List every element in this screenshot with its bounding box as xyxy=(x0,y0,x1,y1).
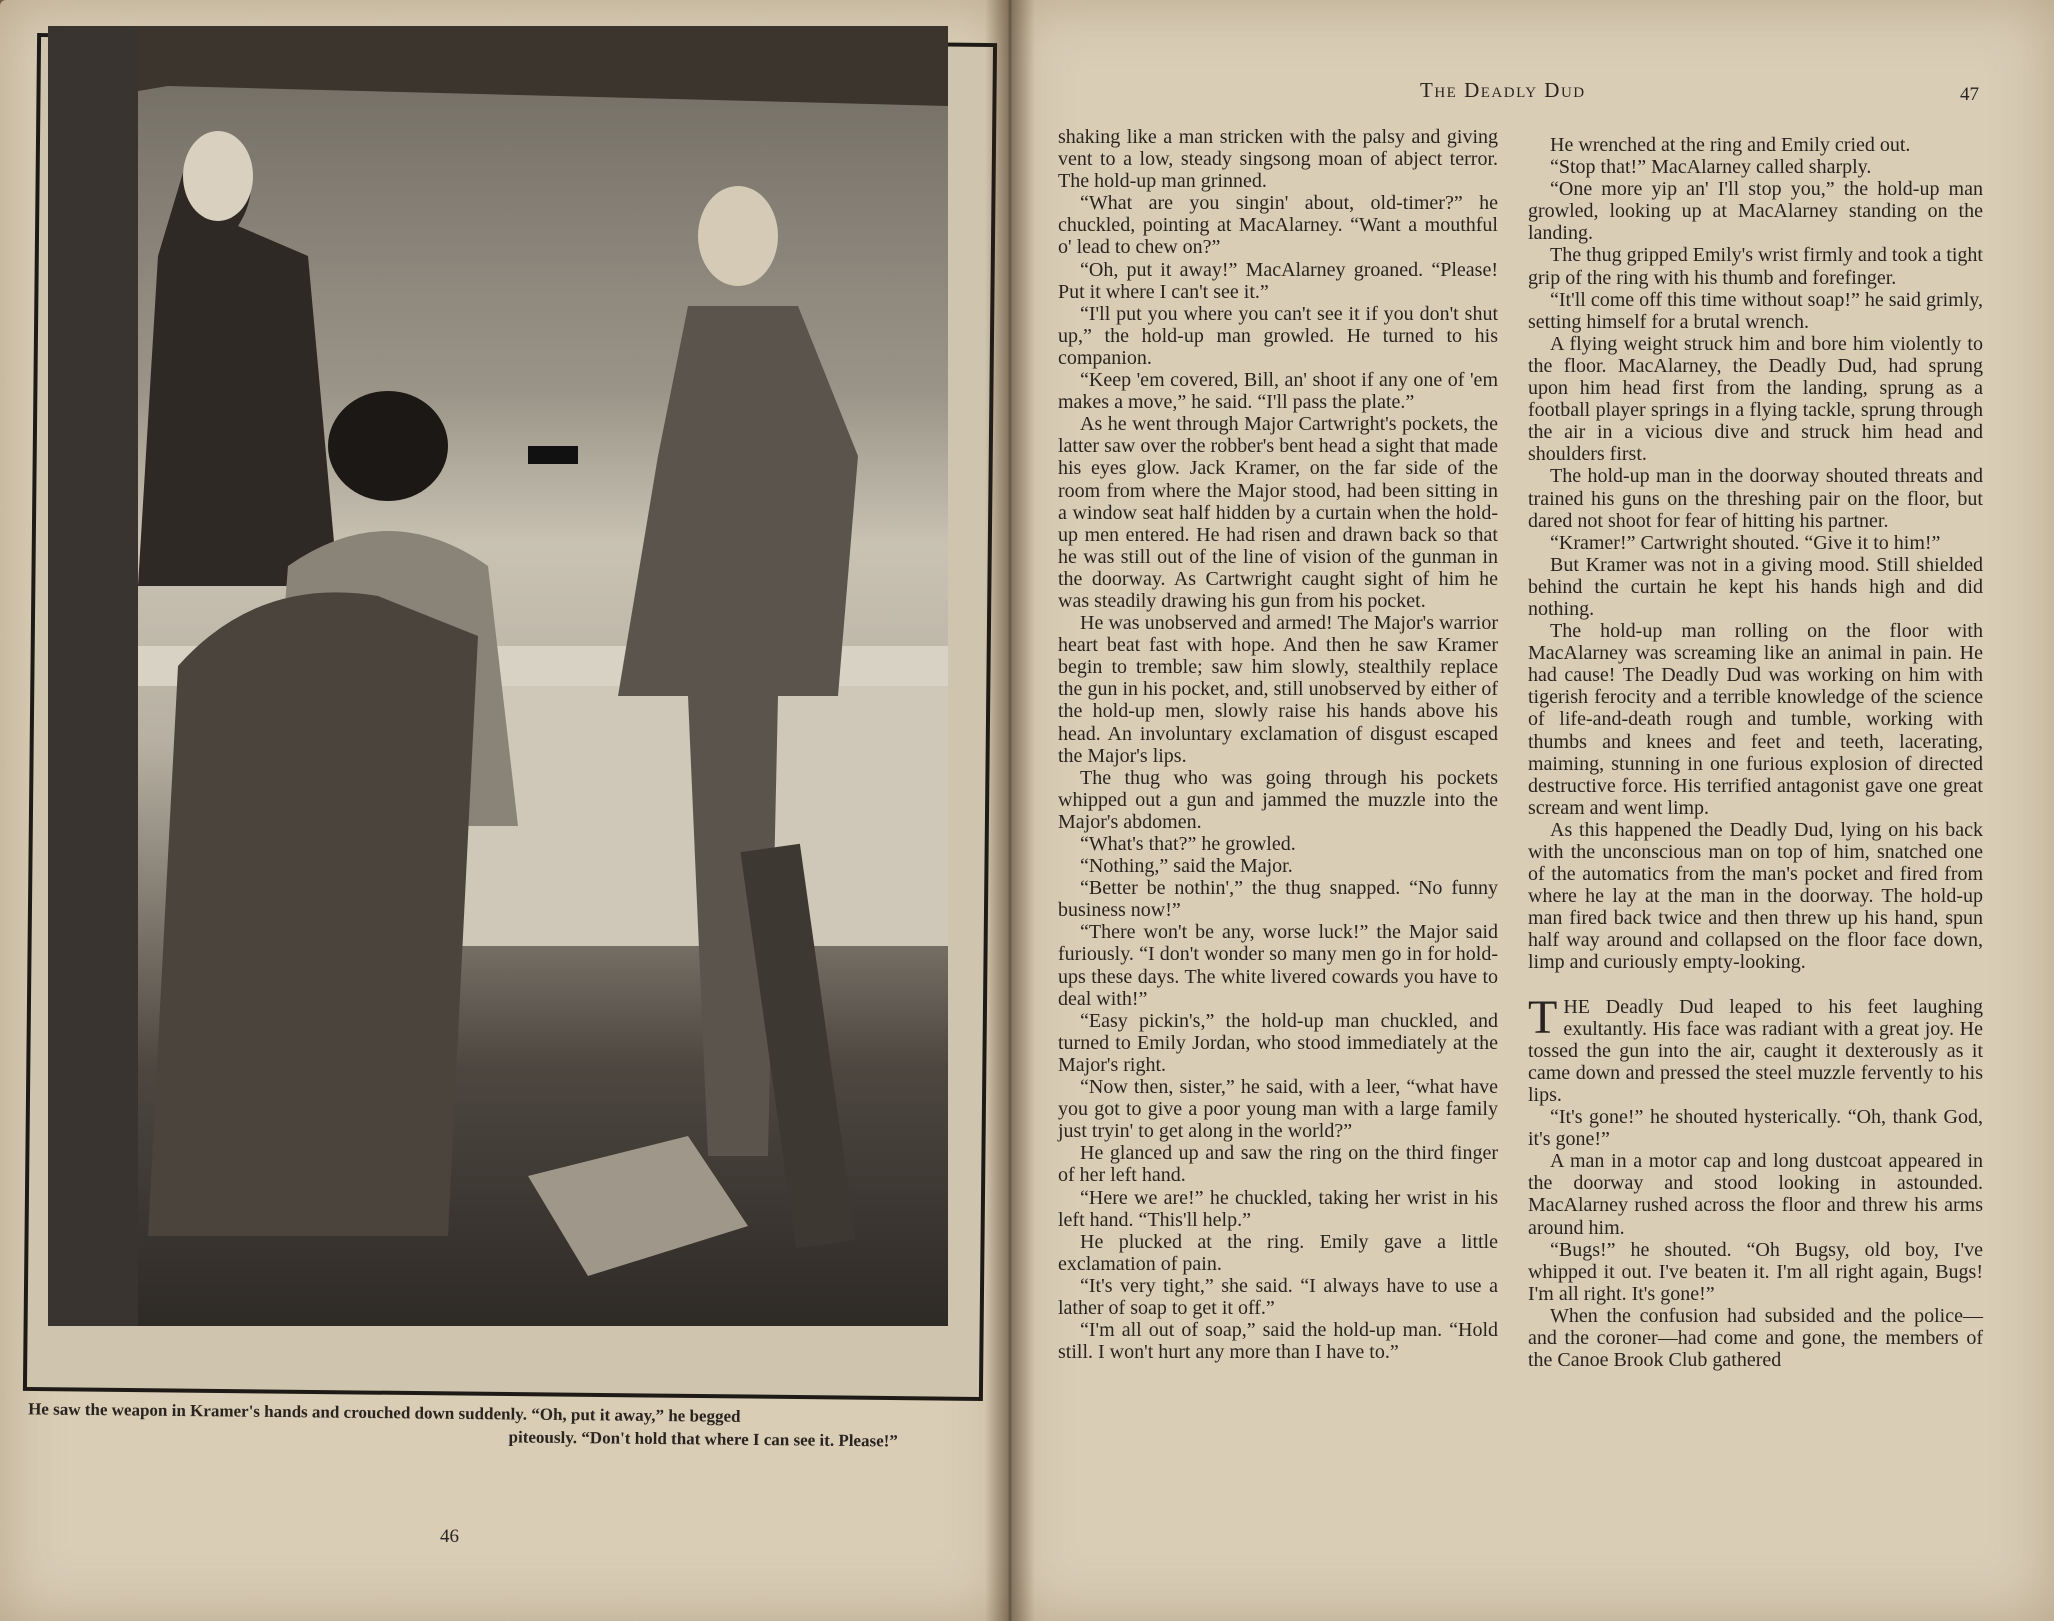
paragraph: “Bugs!” he shouted. “Oh Bugsy, old boy, I've whipped it out. I've beaten it. I'm all right again, Bugs! I'm all right. It's gone!” xyxy=(1528,1238,1983,1305)
paragraph: But Kramer was not in a giving mood. Still shielded behind the curtain he kept his hands high and did nothing. xyxy=(1528,553,1983,620)
paragraph: He was unobserved and armed! The Major's warrior heart beat fast with hope. And then he saw Kramer begin to tremble; saw him slowly, stealthily replace the gun in his pocket, and, still unobserved by either of the hold-up men, slowly raise his hands above his head. An involuntary exclamation of disgust escaped the Major's lips. xyxy=(1058,612,1498,767)
paragraph: He plucked at the ring. Emily gave a little exclamation of pain. xyxy=(1058,1230,1498,1275)
paragraph: “I'm all out of soap,” said the hold-up man. “Hold still. I won't hurt any more than I have to.” xyxy=(1058,1319,1498,1364)
paragraph: The thug gripped Emily's wrist firmly and took a tight grip of the ring with his thumb and forefinger. xyxy=(1528,244,1983,289)
paragraph: “What are you singin' about, old-timer?” he chuckled, pointing at MacAlarney. “Want a mouthful o' lead to chew on?” xyxy=(1058,192,1498,259)
paragraph: “One more yip an' I'll stop you,” the hold-up man growled, looking up at MacAlarney standing on the landing. xyxy=(1528,178,1983,245)
gutter-shadow xyxy=(985,0,1035,1621)
paragraph: “Stop that!” MacAlarney called sharply. xyxy=(1550,156,1872,179)
paragraph: The thug who was going through his pockets whipped out a gun and jammed the muzzle into the Major's abdomen. xyxy=(1058,766,1498,833)
paragraph: “Now then, sister,” he said, with a leer, “what have you got to give a poor young man with a large family just tryin' to get along in the world?” xyxy=(1058,1076,1498,1143)
page-number-left: 46 xyxy=(440,1526,459,1547)
book-on-floor xyxy=(528,1136,748,1276)
paragraph: As this happened the Deadly Dud, lying on his back with the unconscious man on top of him, snatched one of the automatics from the man's pocket and fired from where he lay at the man in the doorway. The hold-up man fired back twice and then threw up his hand, spun half way around and collapsed on the floor face down, limp and curiously empty-looking. xyxy=(1528,818,1983,974)
paragraph: shaking like a man stricken with the palsy and giving vent to a low, steady singsong moan of abject terror. The hold-up man grinned. xyxy=(1058,126,1498,193)
paragraph: “There won't be any, worse luck!” the Major said furiously. “I don't wonder so many men go in for hold-ups these days. The white livered cowards you have to deal with!” xyxy=(1058,921,1498,1010)
paragraph: “Better be nothin',” the thug snapped. “No funny business now!” xyxy=(1058,877,1498,922)
paragraph: “Nothing,” said the Major. xyxy=(1080,855,1293,878)
pistol xyxy=(528,446,578,464)
paragraph: “I'll put you where you can't see it if you don't shut up,” the hold-up man growled. He turned to his companion. xyxy=(1058,302,1498,369)
paragraph: “It'll come off this time without soap!” he said grimly, setting himself for a brutal wrench. xyxy=(1528,288,1983,333)
paragraph: A flying weight struck him and bore him violently to the floor. MacAlarney, the Deadly Dud, had sprung upon him head first from the landing, sprung as a football player springs in a flying tackle, sprung through the air in a vicious dive and struck him head and shoulders first. xyxy=(1528,332,1983,466)
drop-cap-text: HE Deadly Dud leaped to his feet laughing exultantly. His face was radiant with a great joy. He tossed the gun into the air, caught it dexterously as it came down and pressed the steel muzzle fervently to his lips. xyxy=(1528,995,1983,1106)
paragraph: He glanced up and saw the ring on the third finger of her left hand. xyxy=(1058,1142,1498,1187)
paragraph: The hold-up man rolling on the floor with MacAlarney was screaming like an animal in pain. He had cause! The Deadly Dud was working on him with tigerish ferocity and a terrible knowledge of the science of life-and-death rough and tumble, working with thumbs and knees and feet and teeth, lacerating, maiming, stunning in one furious explosion of directed destructive force. His terrified antagonist gave one great scream and went limp. xyxy=(1528,620,1983,819)
face-gunman xyxy=(698,186,778,286)
running-head: The Deadly Dud xyxy=(1420,78,1586,102)
wicker-chair xyxy=(148,592,478,1236)
caption-line-2: piteously. “Don't hold that where I can see it. Please!” xyxy=(508,1427,898,1451)
paragraph: “It's gone!” he shouted hysterically. “Oh, thank God, it's gone!” xyxy=(1528,1106,1983,1151)
paragraph: “Keep 'em covered, Bill, an' shoot if any one of 'em makes a move,” he said. “I'll pass the plate.” xyxy=(1058,369,1498,414)
illustration xyxy=(48,26,948,1326)
illustration-drawing xyxy=(48,26,948,1326)
paragraph: “Easy pickin's,” the hold-up man chuckled, and turned to Emily Jordan, who stood immediately at the Major's right. xyxy=(1058,1009,1498,1076)
porch-column xyxy=(48,26,138,1326)
left-page xyxy=(0,0,1010,1621)
drop-cap: T xyxy=(1528,990,1558,1044)
caption-line-1: He saw the weapon in Kramer's hands and crouched down suddenly. “Oh, put it away,” he begged xyxy=(28,1399,741,1426)
face-left-man xyxy=(183,131,253,221)
page-number-right: 47 xyxy=(1960,84,1979,105)
paragraph: “Here we are!” he chuckled, taking her wrist in his left hand. “This'll help.” xyxy=(1058,1186,1498,1231)
awning xyxy=(48,26,948,106)
paragraph: As he went through Major Cartwright's pockets, the latter saw over the robber's bent head a sight that made his eyes glow. Jack Kramer, on the far side of the room from where the Major stood, had been sitting in a window seat half hidden by a curtain when the hold-up men entered. He had risen and drawn back so that he was still out of the line of vision of the gunman in the doorway. As Cartwright caught sight of him he was steadily drawing his gun from his pocket. xyxy=(1058,413,1498,612)
text-column-2 xyxy=(1528,134,1983,1371)
paragraph: A man in a motor cap and long dustcoat appeared in the doorway and stood looking in astounded. MacAlarney rushed across the floor and threw his arms around him. xyxy=(1528,1150,1983,1239)
paragraph: “Kramer!” Cartwright shouted. “Give it to him!” xyxy=(1550,531,1941,554)
paragraph: “It's very tight,” she said. “I always have to use a lather of soap to get it off.” xyxy=(1058,1274,1498,1319)
section-opening-paragraph xyxy=(1528,990,1983,1106)
paragraph: The hold-up man in the doorway shouted threats and trained his guns on the threshing pair on the floor, but dared not shoot for fear of hitting his partner. xyxy=(1528,465,1983,532)
woman-hair xyxy=(328,391,448,501)
paragraph: When the confusion had subsided and the police—and the coroner—had come and gone, the members of the Canoe Brook Club gathered xyxy=(1528,1304,1983,1372)
paragraph: “What's that?” he growled. xyxy=(1080,833,1296,855)
illustration-caption xyxy=(28,1397,908,1452)
paragraph: “Oh, put it away!” MacAlarney groaned. “Please! Put it where I can't see it.” xyxy=(1058,258,1498,303)
paragraph: He wrenched at the ring and Emily cried out. xyxy=(1550,134,1911,156)
text-column-1 xyxy=(1058,126,1498,1363)
